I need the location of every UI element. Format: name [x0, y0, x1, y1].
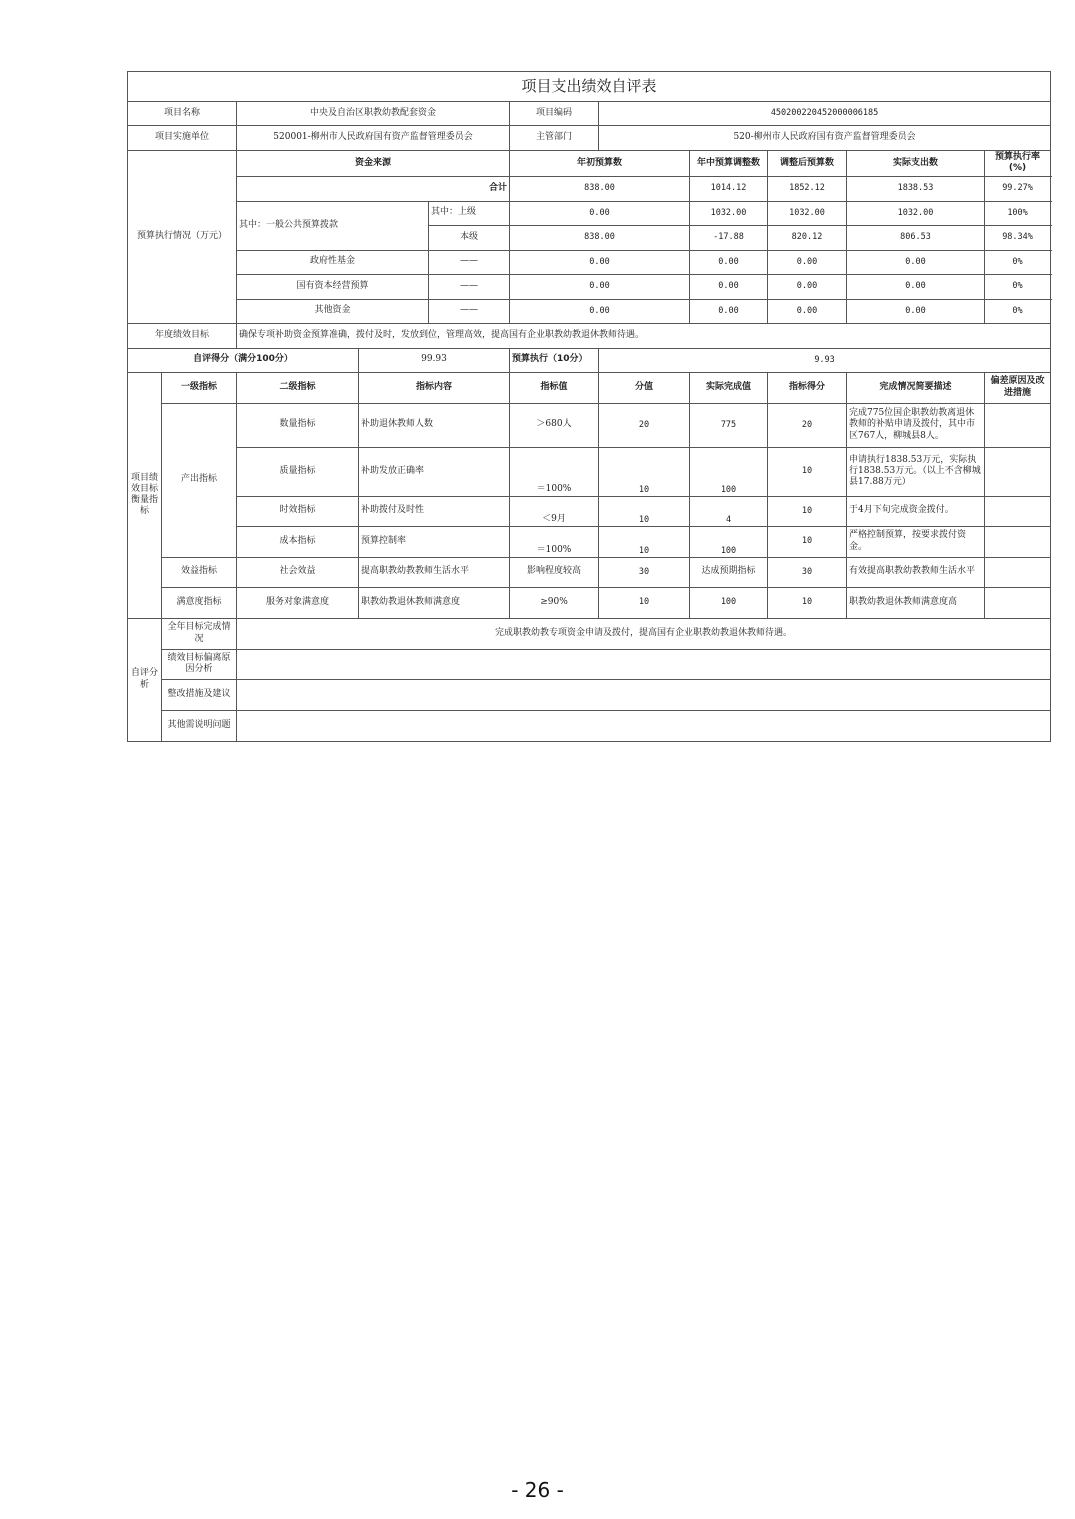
budget-header-adjustment: 年中预算调整数 [690, 151, 768, 177]
project-name-value: 中央及自治区职教幼教配套资金 [237, 102, 510, 126]
indicator-deviation [985, 526, 1051, 557]
dash-mark: —— [429, 299, 510, 323]
indicator-header: 指标值 [510, 372, 599, 403]
budget-total-label: 合计 [237, 176, 510, 201]
indicator-header: 指标内容 [359, 372, 510, 403]
other-funds-label: 其他资金 [237, 299, 429, 323]
indicator-level2: 社会效益 [237, 557, 359, 587]
self-score-value: 99.93 [359, 348, 510, 372]
indicator-level2: 质量指标 [237, 447, 359, 496]
indicator-deviation [985, 447, 1051, 496]
analysis-text [237, 710, 1051, 741]
indicator-header: 二级指标 [237, 372, 359, 403]
budget-header-source: 资金来源 [237, 151, 510, 177]
analysis-label: 整改措施及建议 [162, 679, 237, 710]
budget-section-label: 预算执行情况（万元） [128, 151, 237, 324]
indicator-target: ＝100% [510, 447, 599, 496]
page-number: - 26 - [511, 1478, 564, 1502]
indicator-weight: 10 [599, 526, 690, 557]
gov-fund-label: 政府性基金 [237, 250, 429, 274]
indicator-deviation [985, 557, 1051, 587]
local-level-label: 本级 [429, 225, 510, 250]
budget-cell: 820.12 [768, 225, 847, 250]
dept-value: 520-柳州市人民政府国有资产监督管理委员会 [599, 126, 1051, 151]
unit-label: 项目实施单位 [128, 126, 237, 151]
indicator-actual: 100 [690, 447, 768, 496]
dash-mark: —— [429, 250, 510, 274]
budget-header-adjusted: 调整后预算数 [768, 151, 847, 177]
budget-cell: 0.00 [847, 299, 985, 323]
indicator-level2: 时效指标 [237, 496, 359, 526]
indicator-desc: 严格控制预算，按要求拨付资金。 [847, 526, 985, 557]
indicator-desc: 职教幼教退休教师满意度高 [847, 587, 985, 618]
project-name-label: 项目名称 [128, 102, 237, 126]
budget-cell: 0.00 [690, 274, 768, 299]
satisfaction-indicator-label: 满意度指标 [162, 587, 237, 618]
indicator-weight: 10 [599, 447, 690, 496]
budget-cell: 0.00 [690, 250, 768, 274]
indicator-desc: 完成775位国企职教幼教离退休教师的补贴申请及拨付，其中市区767人，柳城县8人。 [847, 403, 985, 447]
budget-cell: 1838.53 [847, 176, 985, 201]
indicator-score: 10 [768, 526, 847, 557]
indicator-content: 职教幼教退休教师满意度 [359, 587, 510, 618]
budget-cell: 0.00 [847, 250, 985, 274]
annual-goal-text: 确保专项补助资金预算准确，拨付及时，发放到位，管理高效，提高国有企业职教幼教退休教师待遇。 [237, 323, 1051, 348]
indicator-weight: 30 [599, 557, 690, 587]
budget-cell: 838.00 [510, 225, 690, 250]
budget-cell: 0% [985, 274, 1051, 299]
analysis-label: 全年目标完成情况 [162, 618, 237, 649]
indicator-desc: 于4月下旬完成资金拨付。 [847, 496, 985, 526]
analysis-text: 完成职教幼教专项资金申请及拨付，提高国有企业职教幼教退休教师待遇。 [237, 618, 1051, 649]
indicator-target: 影响程度较高 [510, 557, 599, 587]
budget-cell: 0% [985, 299, 1051, 323]
budget-header-rate: 预算执行率(%) [985, 151, 1051, 177]
analysis-label: 绩效目标偏离原因分析 [162, 649, 237, 679]
budget-cell: 838.00 [510, 176, 690, 201]
budget-cell: 1014.12 [690, 176, 768, 201]
indicator-target: ＜9月 [510, 496, 599, 526]
indicator-header: 偏差原因及改进措施 [985, 372, 1051, 403]
self-score-label: 自评得分（满分100分） [128, 348, 359, 372]
budget-cell: 806.53 [847, 225, 985, 250]
indicator-actual: 4 [690, 496, 768, 526]
indicator-score: 10 [768, 587, 847, 618]
dept-label: 主管部门 [510, 126, 599, 151]
indicator-weight: 20 [599, 403, 690, 447]
upper-level-label: 其中：上级 [429, 201, 510, 225]
performance-evaluation-table [127, 71, 1051, 742]
budget-cell: 0% [985, 250, 1051, 274]
indicator-actual: 100 [690, 526, 768, 557]
indicator-header: 分值 [599, 372, 690, 403]
indicator-target: ≥90% [510, 587, 599, 618]
table-title: 项目支出绩效自评表 [128, 72, 1051, 102]
indicator-actual: 775 [690, 403, 768, 447]
analysis-section-label: 自评分析 [128, 618, 162, 741]
project-code-label: 项目编码 [510, 102, 599, 126]
indicator-level2: 服务对象满意度 [237, 587, 359, 618]
analysis-text [237, 679, 1051, 710]
analysis-text [237, 649, 1051, 679]
indicator-content: 预算控制率 [359, 526, 510, 557]
budget-header-initial: 年初预算数 [510, 151, 690, 177]
state-capital-label: 国有资本经营预算 [237, 274, 429, 299]
indicator-content: 补助退休教师人数 [359, 403, 510, 447]
budget-cell: 1852.12 [768, 176, 847, 201]
project-code-value: 450200220452000006185 [599, 102, 1051, 126]
budget-cell: 100% [985, 201, 1051, 225]
unit-value: 520001-柳州市人民政府国有资产监督管理委员会 [237, 126, 510, 151]
benefit-indicator-label: 效益指标 [162, 557, 237, 587]
budget-cell: 0.00 [690, 299, 768, 323]
budget-cell: 0.00 [510, 274, 690, 299]
indicator-header: 实际完成值 [690, 372, 768, 403]
indicator-desc: 申请执行1838.53万元，实际执行1838.53万元。（以上不含柳城县17.88万元） [847, 447, 985, 496]
indicator-level2: 成本指标 [237, 526, 359, 557]
annual-goal-label: 年度绩效目标 [128, 323, 237, 348]
indicator-actual: 达成预期指标 [690, 557, 768, 587]
indicator-deviation [985, 587, 1051, 618]
indicator-content: 补助拨付及时性 [359, 496, 510, 526]
budget-cell: 99.27% [985, 176, 1051, 201]
indicator-score: 30 [768, 557, 847, 587]
budget-cell: 0.00 [847, 274, 985, 299]
budget-cell: 0.00 [768, 299, 847, 323]
indicator-actual: 100 [690, 587, 768, 618]
budget-exec-value: 9.93 [599, 348, 1051, 372]
indicator-score: 10 [768, 496, 847, 526]
indicator-target: ＝100% [510, 526, 599, 557]
output-indicator-label: 产出指标 [162, 403, 237, 557]
general-budget-label: 其中：一般公共预算拨款 [237, 201, 429, 250]
indicator-weight: 10 [599, 496, 690, 526]
indicator-deviation [985, 403, 1051, 447]
indicator-deviation [985, 496, 1051, 526]
indicator-score: 10 [768, 447, 847, 496]
budget-cell: -17.88 [690, 225, 768, 250]
indicator-header: 指标得分 [768, 372, 847, 403]
indicator-header: 一级指标 [162, 372, 237, 403]
budget-cell: 0.00 [768, 274, 847, 299]
budget-header-actual: 实际支出数 [847, 151, 985, 177]
budget-cell: 0.00 [768, 250, 847, 274]
indicator-section-label: 项目绩效目标衡量指标 [128, 372, 162, 618]
dash-mark: —— [429, 274, 510, 299]
indicator-content: 补助发放正确率 [359, 447, 510, 496]
analysis-label: 其他需说明问题 [162, 710, 237, 741]
indicator-header: 完成情况简要描述 [847, 372, 985, 403]
indicator-content: 提高职教幼教教师生活水平 [359, 557, 510, 587]
budget-cell: 98.34% [985, 225, 1051, 250]
budget-cell: 1032.00 [768, 201, 847, 225]
budget-cell: 0.00 [510, 250, 690, 274]
indicator-level2: 数量指标 [237, 403, 359, 447]
indicator-target: ＞680人 [510, 403, 599, 447]
budget-cell: 0.00 [510, 299, 690, 323]
indicator-desc: 有效提高职教幼教教师生活水平 [847, 557, 985, 587]
budget-cell: 0.00 [510, 201, 690, 225]
budget-cell: 1032.00 [847, 201, 985, 225]
indicator-score: 20 [768, 403, 847, 447]
indicator-weight: 10 [599, 587, 690, 618]
budget-cell: 1032.00 [690, 201, 768, 225]
budget-exec-label: 预算执行（10分） [510, 348, 599, 372]
